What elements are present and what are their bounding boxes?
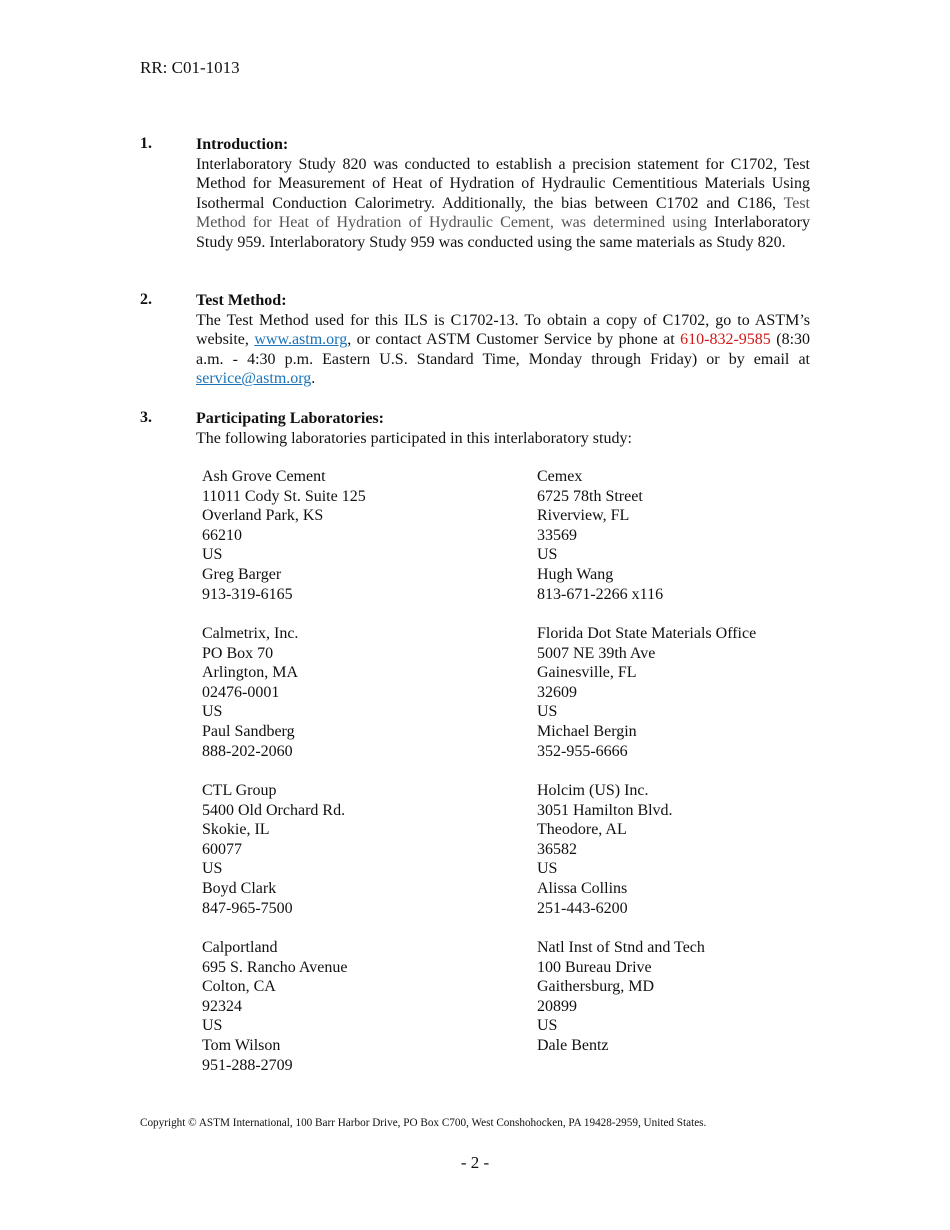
- lab-name: Calmetrix, Inc.: [202, 625, 299, 642]
- lab-address: PO Box 70: [202, 644, 274, 662]
- paragraph-text: (8:30 a.m. - 4:30 p.m. Eastern U.S. Standard Time, Monday through Friday) or by email at: [196, 331, 811, 368]
- email-link[interactable]: service@astm.org: [196, 370, 312, 388]
- lab-zip: 32609: [537, 683, 577, 701]
- laboratory-entry: [202, 938, 347, 1075]
- section-paragraph: The following laboratories participated in this interlaboratory study:: [196, 429, 632, 447]
- report-id: RR: C01-1013: [140, 58, 240, 77]
- lab-address: 11011 Cody St. Suite 125: [202, 487, 366, 505]
- section-introduction: [140, 135, 810, 253]
- lab-country: US: [202, 546, 223, 564]
- laboratory-entry: [202, 467, 366, 604]
- section-number: 3.: [140, 409, 152, 426]
- paragraph-text: .: [311, 370, 316, 388]
- laboratory-entry: [202, 624, 298, 761]
- lab-name: Natl Inst of Stnd and Tech: [537, 939, 705, 956]
- lab-phone: 847-965-7500: [202, 899, 293, 917]
- lab-city: Gainesville, FL: [537, 664, 637, 682]
- lab-address: 3051 Hamilton Blvd.: [537, 801, 673, 819]
- paragraph-text: Interlaboratory Study 820 was conducted to establish a precision statement for C1702, Test Method for Measurement of Heat of Hydration of Hydraulic Cementitious Materials Using Isothermal Conduction Calorimetry. Additionally, the bias between C1702 and C186,: [196, 155, 810, 212]
- lab-name: CTL Group: [202, 782, 277, 799]
- lab-contact: Boyd Clark: [202, 879, 277, 897]
- lab-address: 100 Bureau Drive: [537, 958, 652, 976]
- page-number: - 2 -: [460, 1153, 490, 1172]
- section-paragraph: [196, 311, 810, 389]
- lab-contact: Dale Bentz: [537, 1036, 609, 1054]
- lab-phone: 913-319-6165: [202, 585, 293, 603]
- lab-country: US: [537, 546, 558, 564]
- lab-phone: 251-443-6200: [537, 899, 628, 917]
- lab-country: US: [537, 1017, 558, 1035]
- lab-zip: 36582: [537, 840, 577, 858]
- lab-city: Riverview, FL: [537, 507, 630, 525]
- lab-address: 5400 Old Orchard Rd.: [202, 801, 346, 819]
- phone-number: 610-832-9585: [680, 331, 771, 349]
- section-title: Test Method:: [196, 292, 287, 309]
- lab-address: 5007 NE 39th Ave: [537, 644, 656, 662]
- lab-city: Skokie, IL: [202, 821, 270, 839]
- lab-country: US: [537, 703, 558, 721]
- lab-phone: 888-202-2060: [202, 742, 293, 760]
- lab-city: Colton, CA: [202, 978, 276, 996]
- lab-phone: 352-955-6666: [537, 742, 628, 760]
- lab-contact: Greg Barger: [202, 565, 282, 583]
- lab-name: Ash Grove Cement: [202, 468, 326, 485]
- lab-contact: Alissa Collins: [537, 879, 628, 897]
- laboratory-entry: [537, 467, 663, 604]
- paragraph-text: The Test Method used for this ILS is C1702-13. To obtain a copy of C1702, go to ASTM’s website,: [196, 311, 810, 349]
- lab-contact: Michael Bergin: [537, 722, 637, 740]
- section-participating-laboratories: [140, 409, 810, 448]
- laboratory-entry: [537, 781, 673, 918]
- lab-phone: 951-288-2709: [202, 1056, 293, 1074]
- lab-address: 6725 78th Street: [537, 487, 643, 505]
- website-link[interactable]: www.astm.org: [254, 331, 348, 349]
- lab-name: Cemex: [537, 468, 583, 485]
- paragraph-text-gray: Test Method for Heat of Hydration of Hydraulic Cement, was determined using: [196, 194, 810, 232]
- lab-city: Overland Park, KS: [202, 507, 324, 525]
- section-number: 2.: [140, 291, 152, 308]
- section-test-method: [140, 291, 810, 389]
- section-paragraph: [196, 155, 810, 253]
- lab-city: Theodore, AL: [537, 821, 627, 839]
- laboratory-entry: [537, 624, 756, 761]
- paragraph-text: Interlaboratory Study 959. Interlaboratory Study 959 was conducted using the same materials as Study 820.: [196, 214, 811, 251]
- lab-contact: Paul Sandberg: [202, 722, 295, 740]
- lab-zip: 33569: [537, 526, 577, 544]
- lab-name: Calportland: [202, 939, 278, 956]
- lab-contact: Hugh Wang: [537, 565, 614, 583]
- lab-country: US: [202, 860, 223, 878]
- lab-zip: 02476-0001: [202, 683, 280, 701]
- section-number: 1.: [140, 135, 152, 152]
- lab-phone: 813-671-2266 x116: [537, 585, 664, 603]
- lab-zip: 20899: [537, 997, 577, 1015]
- lab-zip: 60077: [202, 840, 242, 858]
- lab-city: Gaithersburg, MD: [537, 978, 655, 996]
- copyright-notice: Copyright © ASTM International, 100 Barr Harbor Drive, PO Box C700, West Conshohocken, PA 19428-2959, United States.: [140, 1117, 707, 1129]
- section-title: Participating Laboratories:: [196, 410, 384, 427]
- laboratory-entry: [537, 938, 705, 1056]
- lab-city: Arlington, MA: [202, 664, 298, 682]
- lab-name: Holcim (US) Inc.: [537, 782, 649, 799]
- lab-name: Florida Dot State Materials Office: [537, 625, 757, 642]
- lab-country: US: [202, 1017, 223, 1035]
- lab-country: US: [202, 703, 223, 721]
- lab-address: 695 S. Rancho Avenue: [202, 958, 348, 976]
- lab-contact: Tom Wilson: [202, 1036, 281, 1054]
- laboratory-entry: [202, 781, 345, 918]
- section-title: Introduction:: [196, 136, 289, 153]
- lab-zip: 66210: [202, 526, 242, 544]
- lab-country: US: [537, 860, 558, 878]
- paragraph-text: , or contact ASTM Customer Service by phone at: [347, 331, 681, 349]
- lab-zip: 92324: [202, 997, 242, 1015]
